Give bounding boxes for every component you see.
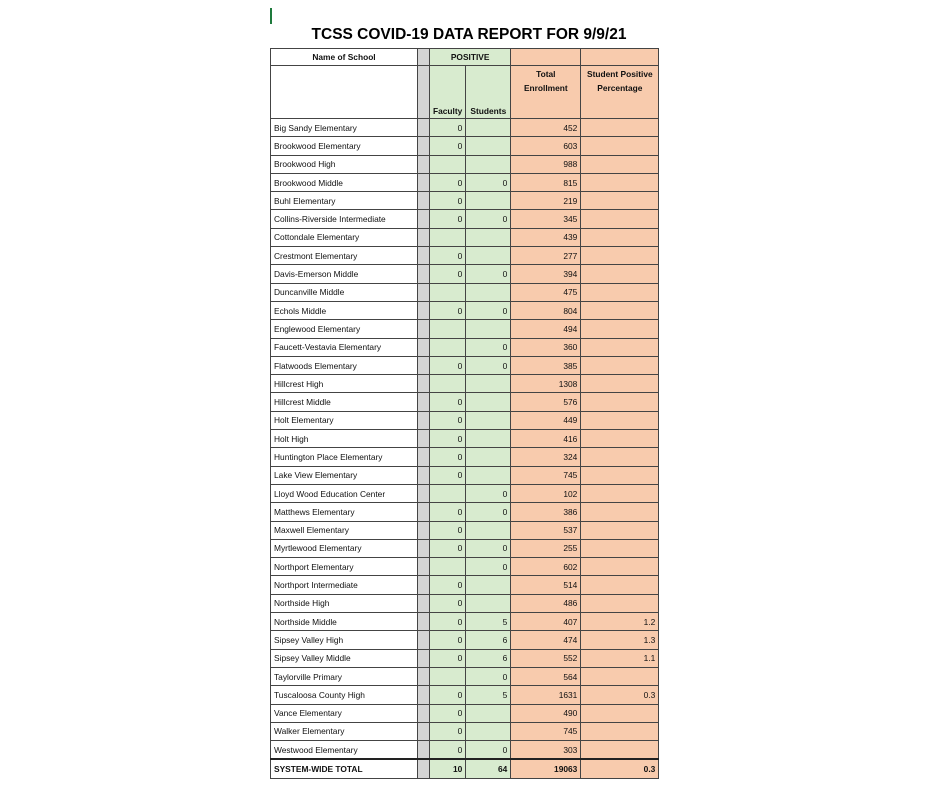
table-row (271, 686, 659, 704)
faculty-positive: 0 (430, 192, 466, 210)
table-row (271, 247, 659, 265)
total-enrollment: 494 (511, 320, 581, 338)
student-positive-percentage (581, 265, 659, 283)
gap-cell (418, 613, 430, 631)
data-table (270, 48, 659, 779)
faculty-positive (430, 484, 466, 502)
total-enrollment: 1631 (511, 686, 581, 704)
gap-cell (418, 228, 430, 246)
students-positive (466, 375, 511, 393)
students-positive: 5 (466, 613, 511, 631)
faculty-positive (430, 155, 466, 173)
school-name: Englewood Elementary (271, 320, 418, 338)
spreadsheet (270, 8, 672, 783)
total-enrollment: 385 (511, 356, 581, 374)
header-blank (511, 49, 581, 66)
total-enrollment: 602 (511, 558, 581, 576)
students-positive: 64 (466, 759, 511, 778)
school-name: Buhl Elementary (271, 192, 418, 210)
faculty-positive (430, 558, 466, 576)
total-enrollment: 219 (511, 192, 581, 210)
total-enrollment: 102 (511, 484, 581, 502)
students-positive: 0 (466, 558, 511, 576)
table-row (271, 576, 659, 594)
table-row (271, 173, 659, 191)
table-row (271, 613, 659, 631)
school-header: Name of School (271, 49, 418, 66)
header-row-2 (271, 66, 659, 119)
gap-cell (418, 155, 430, 173)
faculty-positive: 0 (430, 686, 466, 704)
students-positive: 6 (466, 631, 511, 649)
faculty-positive (430, 667, 466, 685)
faculty-positive: 0 (430, 594, 466, 612)
students-positive (466, 137, 511, 155)
students-positive: 0 (466, 539, 511, 557)
total-enrollment: 988 (511, 155, 581, 173)
gap-cell (418, 448, 430, 466)
student-positive-percentage (581, 210, 659, 228)
school-name: SYSTEM-WIDE TOTAL (271, 759, 418, 778)
students-positive (466, 722, 511, 740)
students-positive: 0 (466, 210, 511, 228)
total-enrollment: 407 (511, 613, 581, 631)
school-name: Lloyd Wood Education Center (271, 484, 418, 502)
faculty-positive (430, 338, 466, 356)
table-row (271, 192, 659, 210)
total-enrollment: 345 (511, 210, 581, 228)
table-row (271, 411, 659, 429)
student-positive-percentage (581, 411, 659, 429)
faculty-positive: 0 (430, 521, 466, 539)
gap-cell (418, 338, 430, 356)
student-positive-percentage (581, 558, 659, 576)
table-row (271, 649, 659, 667)
gap-cell (418, 283, 430, 301)
student-positive-percentage (581, 375, 659, 393)
gap-cell (418, 265, 430, 283)
table-row (271, 539, 659, 557)
positive-header: POSITIVE (430, 49, 511, 66)
students-positive (466, 594, 511, 612)
faculty-positive: 0 (430, 741, 466, 760)
students-positive: 0 (466, 741, 511, 760)
student-positive-percentage (581, 356, 659, 374)
total-enrollment: 255 (511, 539, 581, 557)
school-name: Taylorville Primary (271, 667, 418, 685)
school-name: Echols Middle (271, 301, 418, 319)
faculty-positive: 0 (430, 247, 466, 265)
student-positive-percentage (581, 283, 659, 301)
school-name: Myrtlewood Elementary (271, 539, 418, 557)
header-blank (581, 49, 659, 66)
header-row-1 (271, 49, 659, 66)
student-positive-percentage (581, 466, 659, 484)
student-positive-percentage: 0.3 (581, 686, 659, 704)
table-row (271, 265, 659, 283)
students-positive: 0 (466, 265, 511, 283)
students-positive: 0 (466, 356, 511, 374)
faculty-header: Faculty (430, 66, 466, 119)
students-positive (466, 466, 511, 484)
student-positive-percentage (581, 119, 659, 137)
student-positive-percentage (581, 320, 659, 338)
table-row (271, 320, 659, 338)
faculty-positive: 0 (430, 430, 466, 448)
gap-cell (418, 649, 430, 667)
school-name: Faucett-Vestavia Elementary (271, 338, 418, 356)
student-positive-percentage (581, 301, 659, 319)
table-row (271, 119, 659, 137)
total-enrollment: 394 (511, 265, 581, 283)
header-blank (271, 66, 418, 119)
students-positive: 0 (466, 301, 511, 319)
table-row (271, 448, 659, 466)
faculty-positive (430, 283, 466, 301)
faculty-positive: 0 (430, 301, 466, 319)
school-name: Sipsey Valley Middle (271, 649, 418, 667)
total-enrollment: 804 (511, 301, 581, 319)
students-positive: 0 (466, 484, 511, 502)
students-positive (466, 320, 511, 338)
table-row (271, 704, 659, 722)
gap-cell (418, 301, 430, 319)
student-positive-percentage: 1.3 (581, 631, 659, 649)
gap-cell (418, 192, 430, 210)
student-positive-percentage (581, 155, 659, 173)
school-name: Collins-Riverside Intermediate (271, 210, 418, 228)
school-name: Tuscaloosa County High (271, 686, 418, 704)
enrollment-header: Total Enrollment (511, 66, 581, 119)
gap-cell (418, 137, 430, 155)
total-enrollment: 19063 (511, 759, 581, 778)
table-row (271, 137, 659, 155)
school-name: Maxwell Elementary (271, 521, 418, 539)
gap-cell (418, 49, 430, 66)
school-name: Crestmont Elementary (271, 247, 418, 265)
gap-cell (418, 686, 430, 704)
school-name: Northport Intermediate (271, 576, 418, 594)
student-positive-percentage (581, 137, 659, 155)
table-row (271, 503, 659, 521)
faculty-positive (430, 228, 466, 246)
table-row (271, 466, 659, 484)
total-enrollment: 386 (511, 503, 581, 521)
total-enrollment: 324 (511, 448, 581, 466)
student-positive-percentage (581, 192, 659, 210)
students-positive (466, 704, 511, 722)
total-enrollment: 537 (511, 521, 581, 539)
total-enrollment: 745 (511, 466, 581, 484)
table-row (271, 484, 659, 502)
student-positive-percentage (581, 741, 659, 760)
table-row (271, 521, 659, 539)
cell-cursor (270, 8, 272, 24)
students-header: Students (466, 66, 511, 119)
gap-cell (418, 247, 430, 265)
gap-cell (418, 503, 430, 521)
gap-cell (418, 393, 430, 411)
gap-cell (418, 66, 430, 119)
table-row (271, 375, 659, 393)
school-name: Big Sandy Elementary (271, 119, 418, 137)
students-positive (466, 119, 511, 137)
student-positive-percentage (581, 173, 659, 191)
school-name: Brookwood High (271, 155, 418, 173)
student-positive-percentage (581, 704, 659, 722)
gap-cell (418, 210, 430, 228)
students-positive: 6 (466, 649, 511, 667)
gap-cell (418, 704, 430, 722)
table-row (271, 430, 659, 448)
total-enrollment: 416 (511, 430, 581, 448)
total-enrollment: 303 (511, 741, 581, 760)
student-positive-percentage (581, 228, 659, 246)
table-row (271, 283, 659, 301)
student-positive-percentage (581, 503, 659, 521)
student-positive-percentage (581, 667, 659, 685)
gap-cell (418, 430, 430, 448)
table-row (271, 155, 659, 173)
total-enrollment: 603 (511, 137, 581, 155)
gap-cell (418, 741, 430, 760)
gap-cell (418, 539, 430, 557)
total-enrollment: 360 (511, 338, 581, 356)
gap-cell (418, 722, 430, 740)
students-positive (466, 283, 511, 301)
faculty-positive: 10 (430, 759, 466, 778)
student-positive-percentage (581, 430, 659, 448)
total-enrollment: 514 (511, 576, 581, 594)
school-name: Hillcrest Middle (271, 393, 418, 411)
gap-cell (418, 466, 430, 484)
table-row (271, 210, 659, 228)
faculty-positive: 0 (430, 503, 466, 521)
total-enrollment: 475 (511, 283, 581, 301)
students-positive (466, 448, 511, 466)
student-positive-percentage (581, 539, 659, 557)
gap-cell (418, 576, 430, 594)
faculty-positive: 0 (430, 539, 466, 557)
student-positive-percentage (581, 484, 659, 502)
gap-cell (418, 119, 430, 137)
faculty-positive: 0 (430, 173, 466, 191)
faculty-positive: 0 (430, 704, 466, 722)
gap-cell (418, 558, 430, 576)
faculty-positive: 0 (430, 466, 466, 484)
students-positive (466, 521, 511, 539)
faculty-positive: 0 (430, 448, 466, 466)
table-row (271, 301, 659, 319)
school-name: Davis-Emerson Middle (271, 265, 418, 283)
school-name: Lake View Elementary (271, 466, 418, 484)
table-row (271, 393, 659, 411)
students-positive (466, 576, 511, 594)
total-enrollment: 452 (511, 119, 581, 137)
faculty-positive: 0 (430, 119, 466, 137)
gap-cell (418, 759, 430, 778)
table-row (271, 741, 659, 760)
total-enrollment: 474 (511, 631, 581, 649)
total-enrollment: 1308 (511, 375, 581, 393)
table-row (271, 722, 659, 740)
school-name: Flatwoods Elementary (271, 356, 418, 374)
school-name: Brookwood Elementary (271, 137, 418, 155)
school-name: Matthews Elementary (271, 503, 418, 521)
students-positive (466, 228, 511, 246)
table-row (271, 667, 659, 685)
school-name: Cottondale Elementary (271, 228, 418, 246)
total-enrollment: 449 (511, 411, 581, 429)
total-enrollment: 745 (511, 722, 581, 740)
gap-cell (418, 375, 430, 393)
student-positive-percentage (581, 393, 659, 411)
student-positive-percentage (581, 722, 659, 740)
report-title: TCSS COVID-19 DATA REPORT FOR 9/9/21 (311, 26, 627, 43)
students-positive (466, 192, 511, 210)
table-row (271, 631, 659, 649)
faculty-positive: 0 (430, 631, 466, 649)
school-name: Holt Elementary (271, 411, 418, 429)
gap-cell (418, 594, 430, 612)
total-enrollment: 490 (511, 704, 581, 722)
school-name: Northside Middle (271, 613, 418, 631)
table-row (271, 558, 659, 576)
student-positive-percentage (581, 521, 659, 539)
student-positive-percentage (581, 594, 659, 612)
student-positive-percentage (581, 576, 659, 594)
faculty-positive: 0 (430, 265, 466, 283)
faculty-positive: 0 (430, 137, 466, 155)
gap-cell (418, 320, 430, 338)
faculty-positive: 0 (430, 649, 466, 667)
students-positive: 0 (466, 173, 511, 191)
student-positive-percentage: 1.2 (581, 613, 659, 631)
student-positive-percentage (581, 247, 659, 265)
table-row (271, 356, 659, 374)
total-enrollment: 576 (511, 393, 581, 411)
total-enrollment: 277 (511, 247, 581, 265)
faculty-positive: 0 (430, 411, 466, 429)
students-positive: 0 (466, 667, 511, 685)
table-row (271, 338, 659, 356)
students-positive (466, 247, 511, 265)
school-name: Hillcrest High (271, 375, 418, 393)
gap-cell (418, 356, 430, 374)
students-positive (466, 393, 511, 411)
students-positive: 0 (466, 503, 511, 521)
faculty-positive: 0 (430, 210, 466, 228)
students-positive: 0 (466, 338, 511, 356)
gap-cell (418, 173, 430, 191)
school-name: Brookwood Middle (271, 173, 418, 191)
students-positive (466, 430, 511, 448)
gap-cell (418, 484, 430, 502)
total-row (271, 759, 659, 778)
school-name: Westwood Elementary (271, 741, 418, 760)
faculty-positive (430, 375, 466, 393)
school-name: Holt High (271, 430, 418, 448)
school-name: Northport Elementary (271, 558, 418, 576)
school-name: Sipsey Valley High (271, 631, 418, 649)
student-positive-percentage: 0.3 (581, 759, 659, 778)
gap-cell (418, 411, 430, 429)
students-positive (466, 411, 511, 429)
school-name: Duncanville Middle (271, 283, 418, 301)
faculty-positive: 0 (430, 356, 466, 374)
student-positive-percentage (581, 338, 659, 356)
faculty-positive (430, 320, 466, 338)
students-positive (466, 155, 511, 173)
faculty-positive: 0 (430, 576, 466, 594)
students-positive: 5 (466, 686, 511, 704)
school-name: Huntington Place Elementary (271, 448, 418, 466)
gap-cell (418, 667, 430, 685)
table-row (271, 594, 659, 612)
school-name: Vance Elementary (271, 704, 418, 722)
table-row (271, 228, 659, 246)
total-enrollment: 439 (511, 228, 581, 246)
total-enrollment: 564 (511, 667, 581, 685)
student-positive-percentage (581, 448, 659, 466)
gap-cell (418, 521, 430, 539)
total-enrollment: 486 (511, 594, 581, 612)
faculty-positive: 0 (430, 722, 466, 740)
school-name: Walker Elementary (271, 722, 418, 740)
student-positive-percentage: 1.1 (581, 649, 659, 667)
gap-cell (418, 631, 430, 649)
percentage-header: Student Positive Percentage (581, 66, 659, 119)
school-name: Northside High (271, 594, 418, 612)
faculty-positive: 0 (430, 393, 466, 411)
total-enrollment: 552 (511, 649, 581, 667)
total-enrollment: 815 (511, 173, 581, 191)
faculty-positive: 0 (430, 613, 466, 631)
